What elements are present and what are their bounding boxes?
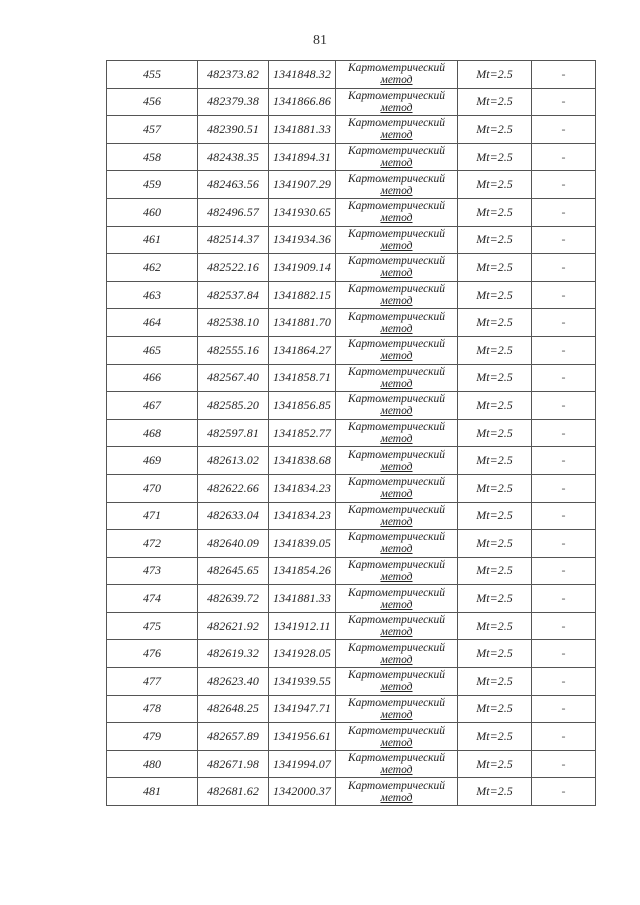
x-coordinate-cell: 482639.72: [198, 585, 269, 613]
x-coordinate-cell: 482613.02: [198, 447, 269, 475]
y-coordinate-cell: 1341866.86: [269, 88, 336, 116]
method-line-1: Картометрический: [347, 421, 446, 434]
y-coordinate-cell: 1341882.15: [269, 281, 336, 309]
x-coordinate-cell: 482537.84: [198, 281, 269, 309]
point-number-cell: 476: [107, 640, 198, 668]
table-row: [107, 116, 596, 144]
method-line-2: метод: [380, 239, 413, 252]
method-cell: [336, 612, 458, 640]
point-number-cell: 469: [107, 447, 198, 475]
table-row: [107, 474, 596, 502]
point-number-cell: 470: [107, 474, 198, 502]
x-coordinate-cell: 482463.56: [198, 171, 269, 199]
point-number-cell: 478: [107, 695, 198, 723]
x-coordinate-cell: 482671.98: [198, 750, 269, 778]
x-coordinate-cell: 482623.40: [198, 668, 269, 696]
note-cell: -: [532, 640, 596, 668]
y-coordinate-cell: 1341858.71: [269, 364, 336, 392]
table-row: [107, 778, 596, 806]
accuracy-cell: Mt=2.5: [458, 778, 532, 806]
table-row: [107, 364, 596, 392]
x-coordinate-cell: 482621.92: [198, 612, 269, 640]
y-coordinate-cell: 1341848.32: [269, 61, 336, 89]
table-row: [107, 88, 596, 116]
note-cell: -: [532, 502, 596, 530]
method-cell: [336, 88, 458, 116]
accuracy-cell: Mt=2.5: [458, 447, 532, 475]
note-cell: -: [532, 474, 596, 502]
accuracy-cell: Mt=2.5: [458, 502, 532, 530]
point-number-cell: 473: [107, 557, 198, 585]
method-cell: [336, 198, 458, 226]
method-line-2: метод: [380, 515, 413, 528]
point-number-cell: 477: [107, 668, 198, 696]
note-cell: -: [532, 668, 596, 696]
method-line-2: метод: [380, 598, 413, 611]
y-coordinate-cell: 1341864.27: [269, 336, 336, 364]
method-line-2: метод: [380, 267, 413, 280]
y-coordinate-cell: 1341834.23: [269, 474, 336, 502]
accuracy-cell: Mt=2.5: [458, 336, 532, 364]
method-line-1: Картометрический: [347, 752, 446, 765]
point-number-cell: 456: [107, 88, 198, 116]
method-line-2: метод: [380, 460, 413, 473]
note-cell: -: [532, 198, 596, 226]
note-cell: -: [532, 557, 596, 585]
y-coordinate-cell: 1341881.33: [269, 116, 336, 144]
y-coordinate-cell: 1341928.05: [269, 640, 336, 668]
method-line-2: метод: [380, 295, 413, 308]
method-cell: [336, 585, 458, 613]
table-row: [107, 419, 596, 447]
x-coordinate-cell: 482496.57: [198, 198, 269, 226]
table-row: [107, 502, 596, 530]
method-line-1: Картометрический: [347, 338, 446, 351]
accuracy-cell: Mt=2.5: [458, 254, 532, 282]
method-cell: [336, 778, 458, 806]
table-row: [107, 695, 596, 723]
point-number-cell: 463: [107, 281, 198, 309]
method-line-1: Картометрический: [347, 641, 446, 654]
method-cell: [336, 668, 458, 696]
accuracy-cell: Mt=2.5: [458, 143, 532, 171]
accuracy-cell: Mt=2.5: [458, 530, 532, 558]
y-coordinate-cell: 1341956.61: [269, 723, 336, 751]
table-row: [107, 640, 596, 668]
y-coordinate-cell: 1341852.77: [269, 419, 336, 447]
x-coordinate-cell: 482681.62: [198, 778, 269, 806]
y-coordinate-cell: 1341930.65: [269, 198, 336, 226]
accuracy-cell: Mt=2.5: [458, 695, 532, 723]
method-line-2: метод: [380, 322, 413, 335]
accuracy-cell: Mt=2.5: [458, 364, 532, 392]
page-number: 81: [313, 33, 327, 48]
y-coordinate-cell: 1341856.85: [269, 392, 336, 420]
y-coordinate-cell: 1341854.26: [269, 557, 336, 585]
table-row: [107, 557, 596, 585]
y-coordinate-cell: 1341838.68: [269, 447, 336, 475]
x-coordinate-cell: 482657.89: [198, 723, 269, 751]
note-cell: -: [532, 171, 596, 199]
x-coordinate-cell: 482619.32: [198, 640, 269, 668]
table-row: [107, 392, 596, 420]
note-cell: -: [532, 612, 596, 640]
method-line-1: Картометрический: [347, 696, 446, 709]
method-cell: [336, 502, 458, 530]
note-cell: -: [532, 447, 596, 475]
note-cell: -: [532, 364, 596, 392]
method-line-1: Картометрический: [347, 89, 446, 102]
accuracy-cell: Mt=2.5: [458, 557, 532, 585]
x-coordinate-cell: 482567.40: [198, 364, 269, 392]
method-line-2: метод: [380, 626, 413, 639]
method-line-1: Картометрический: [347, 448, 446, 461]
method-cell: [336, 640, 458, 668]
method-line-1: Картометрический: [347, 558, 446, 571]
method-line-2: метод: [380, 184, 413, 197]
method-line-2: метод: [380, 157, 413, 170]
x-coordinate-cell: 482373.82: [198, 61, 269, 89]
method-line-2: метод: [380, 488, 413, 501]
x-coordinate-cell: 482379.38: [198, 88, 269, 116]
x-coordinate-cell: 482633.04: [198, 502, 269, 530]
method-line-1: Картометрический: [347, 310, 446, 323]
method-line-2: метод: [380, 791, 413, 804]
table-row: [107, 585, 596, 613]
note-cell: -: [532, 61, 596, 89]
point-number-cell: 457: [107, 116, 198, 144]
note-cell: -: [532, 88, 596, 116]
method-line-2: метод: [380, 101, 413, 114]
method-line-1: Картометрический: [347, 145, 446, 158]
method-line-1: Картометрический: [347, 669, 446, 682]
method-line-1: Картометрический: [347, 724, 446, 737]
note-cell: -: [532, 143, 596, 171]
method-cell: [336, 364, 458, 392]
table-row: [107, 668, 596, 696]
note-cell: -: [532, 309, 596, 337]
point-number-cell: 468: [107, 419, 198, 447]
x-coordinate-cell: 482438.35: [198, 143, 269, 171]
method-cell: [336, 61, 458, 89]
method-line-1: Картометрический: [347, 503, 446, 516]
y-coordinate-cell: 1342000.37: [269, 778, 336, 806]
point-number-cell: 461: [107, 226, 198, 254]
method-line-1: Картометрический: [347, 200, 446, 213]
note-cell: -: [532, 778, 596, 806]
point-number-cell: 462: [107, 254, 198, 282]
table-row: [107, 171, 596, 199]
method-cell: [336, 750, 458, 778]
point-number-cell: 471: [107, 502, 198, 530]
y-coordinate-cell: 1341881.33: [269, 585, 336, 613]
accuracy-cell: Mt=2.5: [458, 198, 532, 226]
point-number-cell: 479: [107, 723, 198, 751]
y-coordinate-cell: 1341994.07: [269, 750, 336, 778]
note-cell: -: [532, 585, 596, 613]
y-coordinate-cell: 1341894.31: [269, 143, 336, 171]
method-cell: [336, 474, 458, 502]
x-coordinate-cell: 482585.20: [198, 392, 269, 420]
method-cell: [336, 557, 458, 585]
method-line-1: Картометрический: [347, 255, 446, 268]
note-cell: -: [532, 419, 596, 447]
table-row: [107, 750, 596, 778]
method-line-1: Картометрический: [347, 283, 446, 296]
method-line-1: Картометрический: [347, 476, 446, 489]
method-line-1: Картометрический: [347, 586, 446, 599]
accuracy-cell: Mt=2.5: [458, 116, 532, 144]
x-coordinate-cell: 482522.16: [198, 254, 269, 282]
table-row: [107, 281, 596, 309]
note-cell: -: [532, 723, 596, 751]
accuracy-cell: Mt=2.5: [458, 612, 532, 640]
method-line-2: метод: [380, 736, 413, 749]
accuracy-cell: Mt=2.5: [458, 750, 532, 778]
accuracy-cell: Mt=2.5: [458, 474, 532, 502]
x-coordinate-cell: 482514.37: [198, 226, 269, 254]
accuracy-cell: Mt=2.5: [458, 668, 532, 696]
table-row: [107, 309, 596, 337]
y-coordinate-cell: 1341907.29: [269, 171, 336, 199]
point-number-cell: 467: [107, 392, 198, 420]
x-coordinate-cell: 482645.65: [198, 557, 269, 585]
table-row: [107, 198, 596, 226]
method-cell: [336, 336, 458, 364]
method-line-1: Картометрический: [347, 531, 446, 544]
accuracy-cell: Mt=2.5: [458, 392, 532, 420]
y-coordinate-cell: 1341834.23: [269, 502, 336, 530]
method-cell: [336, 226, 458, 254]
accuracy-cell: Mt=2.5: [458, 309, 532, 337]
method-cell: [336, 419, 458, 447]
method-line-1: Картометрический: [347, 62, 446, 75]
point-number-cell: 475: [107, 612, 198, 640]
method-line-2: метод: [380, 129, 413, 142]
point-number-cell: 460: [107, 198, 198, 226]
accuracy-cell: Mt=2.5: [458, 281, 532, 309]
method-line-1: Картометрический: [347, 227, 446, 240]
note-cell: -: [532, 695, 596, 723]
accuracy-cell: Mt=2.5: [458, 171, 532, 199]
note-cell: -: [532, 530, 596, 558]
x-coordinate-cell: 482538.10: [198, 309, 269, 337]
y-coordinate-cell: 1341912.11: [269, 612, 336, 640]
method-cell: [336, 254, 458, 282]
method-cell: [336, 530, 458, 558]
coordinates-table: [106, 60, 596, 806]
point-number-cell: 465: [107, 336, 198, 364]
x-coordinate-cell: 482390.51: [198, 116, 269, 144]
method-cell: [336, 695, 458, 723]
method-cell: [336, 392, 458, 420]
note-cell: -: [532, 750, 596, 778]
accuracy-cell: Mt=2.5: [458, 585, 532, 613]
method-cell: [336, 171, 458, 199]
table-body: [107, 61, 596, 806]
table-row: [107, 447, 596, 475]
table-row: [107, 254, 596, 282]
method-line-2: метод: [380, 74, 413, 87]
point-number-cell: 459: [107, 171, 198, 199]
point-number-cell: 481: [107, 778, 198, 806]
method-cell: [336, 143, 458, 171]
method-cell: [336, 447, 458, 475]
method-line-2: метод: [380, 653, 413, 666]
y-coordinate-cell: 1341881.70: [269, 309, 336, 337]
table-row: [107, 143, 596, 171]
point-number-cell: 458: [107, 143, 198, 171]
note-cell: -: [532, 336, 596, 364]
y-coordinate-cell: 1341934.36: [269, 226, 336, 254]
method-line-1: Картометрический: [347, 117, 446, 130]
x-coordinate-cell: 482640.09: [198, 530, 269, 558]
accuracy-cell: Mt=2.5: [458, 61, 532, 89]
point-number-cell: 464: [107, 309, 198, 337]
accuracy-cell: Mt=2.5: [458, 419, 532, 447]
table-row: [107, 723, 596, 751]
method-cell: [336, 281, 458, 309]
method-line-2: метод: [380, 212, 413, 225]
point-number-cell: 466: [107, 364, 198, 392]
method-line-2: метод: [380, 681, 413, 694]
accuracy-cell: Mt=2.5: [458, 723, 532, 751]
method-line-1: Картометрический: [347, 614, 446, 627]
point-number-cell: 472: [107, 530, 198, 558]
y-coordinate-cell: 1341839.05: [269, 530, 336, 558]
method-cell: [336, 116, 458, 144]
y-coordinate-cell: 1341947.71: [269, 695, 336, 723]
accuracy-cell: Mt=2.5: [458, 640, 532, 668]
table-row: [107, 612, 596, 640]
method-cell: [336, 723, 458, 751]
point-number-cell: 480: [107, 750, 198, 778]
method-line-1: Картометрический: [347, 365, 446, 378]
note-cell: -: [532, 116, 596, 144]
x-coordinate-cell: 482648.25: [198, 695, 269, 723]
method-line-2: метод: [380, 405, 413, 418]
method-line-2: метод: [380, 764, 413, 777]
x-coordinate-cell: 482555.16: [198, 336, 269, 364]
table-row: [107, 226, 596, 254]
accuracy-cell: Mt=2.5: [458, 88, 532, 116]
x-coordinate-cell: 482597.81: [198, 419, 269, 447]
y-coordinate-cell: 1341939.55: [269, 668, 336, 696]
method-line-2: метод: [380, 708, 413, 721]
note-cell: -: [532, 226, 596, 254]
method-line-2: метод: [380, 350, 413, 363]
method-line-1: Картометрический: [347, 393, 446, 406]
note-cell: -: [532, 254, 596, 282]
table-row: [107, 336, 596, 364]
method-line-2: метод: [380, 433, 413, 446]
note-cell: -: [532, 281, 596, 309]
x-coordinate-cell: 482622.66: [198, 474, 269, 502]
method-line-2: метод: [380, 570, 413, 583]
table-row: [107, 61, 596, 89]
method-line-1: Картометрический: [347, 779, 446, 792]
method-line-2: метод: [380, 543, 413, 556]
method-cell: [336, 309, 458, 337]
note-cell: -: [532, 392, 596, 420]
table-row: [107, 530, 596, 558]
method-line-1: Картометрический: [347, 172, 446, 185]
y-coordinate-cell: 1341909.14: [269, 254, 336, 282]
point-number-cell: 455: [107, 61, 198, 89]
point-number-cell: 474: [107, 585, 198, 613]
method-line-2: метод: [380, 377, 413, 390]
accuracy-cell: Mt=2.5: [458, 226, 532, 254]
